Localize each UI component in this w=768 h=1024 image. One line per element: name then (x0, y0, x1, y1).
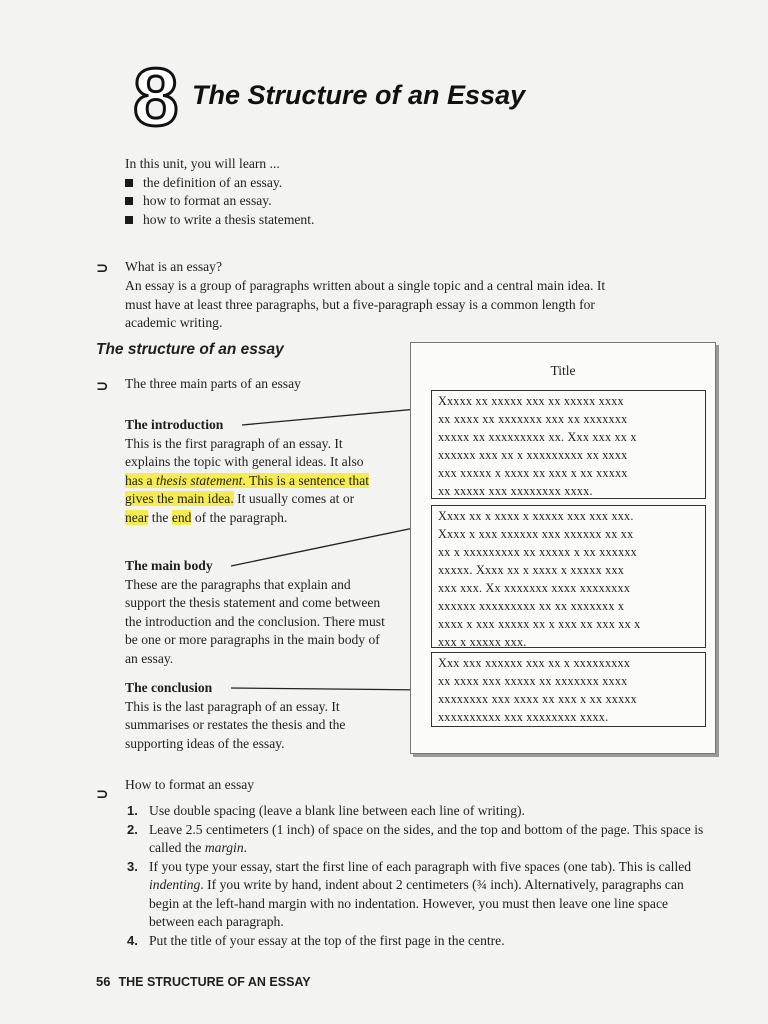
main-body-label: The main body (125, 558, 213, 573)
format-question: How to format an essay (125, 777, 255, 792)
step-number: 2. (127, 821, 138, 837)
step-text: Use double spacing (leave a blank line between each line of writing). (149, 803, 525, 818)
learning-lead: In this unit, you will learn ... (125, 156, 280, 171)
definition-line: academic writing. (125, 315, 223, 330)
body-paragraph-box (431, 505, 706, 648)
introduction-label: The introduction (125, 417, 224, 432)
placeholder-line: xxxxxx xxxxxxxxx xx xx xxxxxxx x (438, 599, 625, 613)
intro-text-part: of the paragraph. (191, 509, 288, 525)
placeholder-line: xxxxxxxxxx xxx xxxxxxxx xxxx. (438, 710, 609, 724)
format-step (127, 802, 707, 821)
step-number: 1. (127, 803, 138, 818)
placeholder-line: xx x xxxxxxxxx xx xxxxx x xx xxxxxx (438, 545, 637, 559)
step-number: 3. (127, 858, 138, 874)
format-steps (127, 802, 707, 950)
essay-title: Title (550, 363, 576, 378)
intro-text-part: This is the first paragraph of an essay. It explains the topic with general ideas. It also (125, 435, 364, 469)
placeholder-line: Xxxx xx x xxxx x xxxxx xxx xxx xxx. (438, 509, 634, 523)
objective-item: the definition of an essay. (125, 174, 525, 193)
conclusion-label: The conclusion (125, 680, 213, 695)
placeholder-line: xxxxxxxx xxx xxxx xx xxx x xx xxxxx (438, 692, 637, 706)
section-heading: The structure of an essay (96, 341, 284, 358)
conclusion-arrow (231, 688, 428, 690)
introduction-arrow (242, 408, 428, 425)
placeholder-line: xxx xxxxx x xxxx xx xxx x xx xxxxx (438, 466, 628, 480)
format-step (127, 858, 707, 932)
arrow-bullet-icon: ⊃ (96, 785, 109, 803)
main-body-text: These are the paragraphs that explain and support the thesis statement and come between the introduction and the conclusion. There must be one or more paragraphs in the main body of an essay. (125, 576, 385, 666)
introduction-paragraph-box (431, 390, 706, 499)
step-text: Leave 2.5 centimeters (1 inch) of space on the sides, and the top and bottom of the page. This space is called the (149, 821, 704, 855)
definition-question: What is an essay? (125, 259, 223, 274)
essay-diagram (410, 342, 716, 754)
placeholder-line: Xxxxx xx xxxxx xxx xx xxxxx xxxx (438, 394, 624, 408)
term-margin: margin (204, 840, 244, 855)
placeholder-line: xx xxxx xxx xxxxx xx xxxxxxx xxxx (438, 674, 628, 688)
format-step (127, 932, 707, 951)
unit-title: The Structure of an Essay (192, 80, 526, 110)
objective-item: how to format an essay. (125, 192, 525, 211)
format-step (127, 821, 707, 858)
definition-line: An essay is a group of paragraphs written about a single topic and a central main idea. It (125, 278, 606, 293)
page-footer (96, 974, 311, 989)
running-title: THE STRUCTURE OF AN ESSAY (118, 975, 311, 989)
step-text: . (243, 840, 248, 855)
arrow-bullet-icon: ⊃ (96, 259, 109, 277)
main-body-arrow (231, 525, 428, 566)
page-number: 56 (96, 974, 111, 989)
conclusion-paragraph-box (431, 652, 706, 727)
placeholder-line: xxxxx xx xxxxxxxxx xx. Xxx xxx xx x (438, 430, 637, 444)
arrow-bullet-icon: ⊃ (96, 377, 109, 395)
placeholder-line: xx xxxxx xxx xxxxxxxx xxxx. (438, 484, 593, 498)
placeholder-line: xx xxxx xx xxxxxxx xxx xx xxxxxxx (438, 412, 628, 426)
parts-question: The three main parts of an essay (125, 376, 301, 391)
placeholder-line: xxx x xxxxx xxx. (438, 635, 527, 648)
placeholder-line: xxxxx. Xxxx xx x xxxx x xxxxx xxx (438, 563, 625, 577)
step-text: Put the title of your essay at the top of the first page in the centre. (149, 932, 505, 948)
placeholder-line: xxxx x xxx xxxxx xx x xxx xx xxx xx x (438, 617, 641, 631)
placeholder-line: xxxxxx xxx xx x xxxxxxxxx xx xxxx (438, 448, 628, 462)
format-list (127, 802, 707, 950)
step-number: 4. (127, 932, 138, 948)
intro-text-part: has a (125, 472, 156, 488)
definition-line: must have at least three paragraphs, but a five-paragraph essay is a common length for (125, 296, 595, 312)
placeholder-line: xxx xxx. Xx xxxxxxx xxxx xxxxxxxx (438, 581, 631, 595)
step-text: If you type your essay, start the first line of each paragraph with five spaces (one tab). This is called (149, 858, 692, 874)
highlight: end (171, 509, 192, 525)
intro-text-part: . This is a sentence that gives the main idea. (125, 472, 370, 506)
highlight: near (125, 509, 149, 525)
term-indenting: indenting (149, 877, 201, 892)
placeholder-line: Xxx xxx xxxxxx xxx xx x xxxxxxxxx (438, 656, 631, 670)
intro-text-part: the (148, 509, 172, 525)
conclusion-text: This is the last paragraph of an essay. It summarises or restates the thesis and the supporting ideas of the essay. (125, 698, 346, 751)
objective-item: how to write a thesis statement. (125, 211, 525, 230)
placeholder-line: Xxxx x xxx xxxxxx xxx xxxxxx xx xx (438, 527, 634, 541)
step-text: . If you write by hand, indent about 2 centimeters (¾ inch). Alternatively, paragraphs can begin at the left-hand margin with no indentation. However, you must then leave one line space between each paragraph. (149, 877, 684, 929)
intro-text-part: It usually comes at or (233, 491, 355, 506)
thesis-term: thesis statement (155, 472, 243, 488)
unit-number: 8 (133, 52, 179, 143)
